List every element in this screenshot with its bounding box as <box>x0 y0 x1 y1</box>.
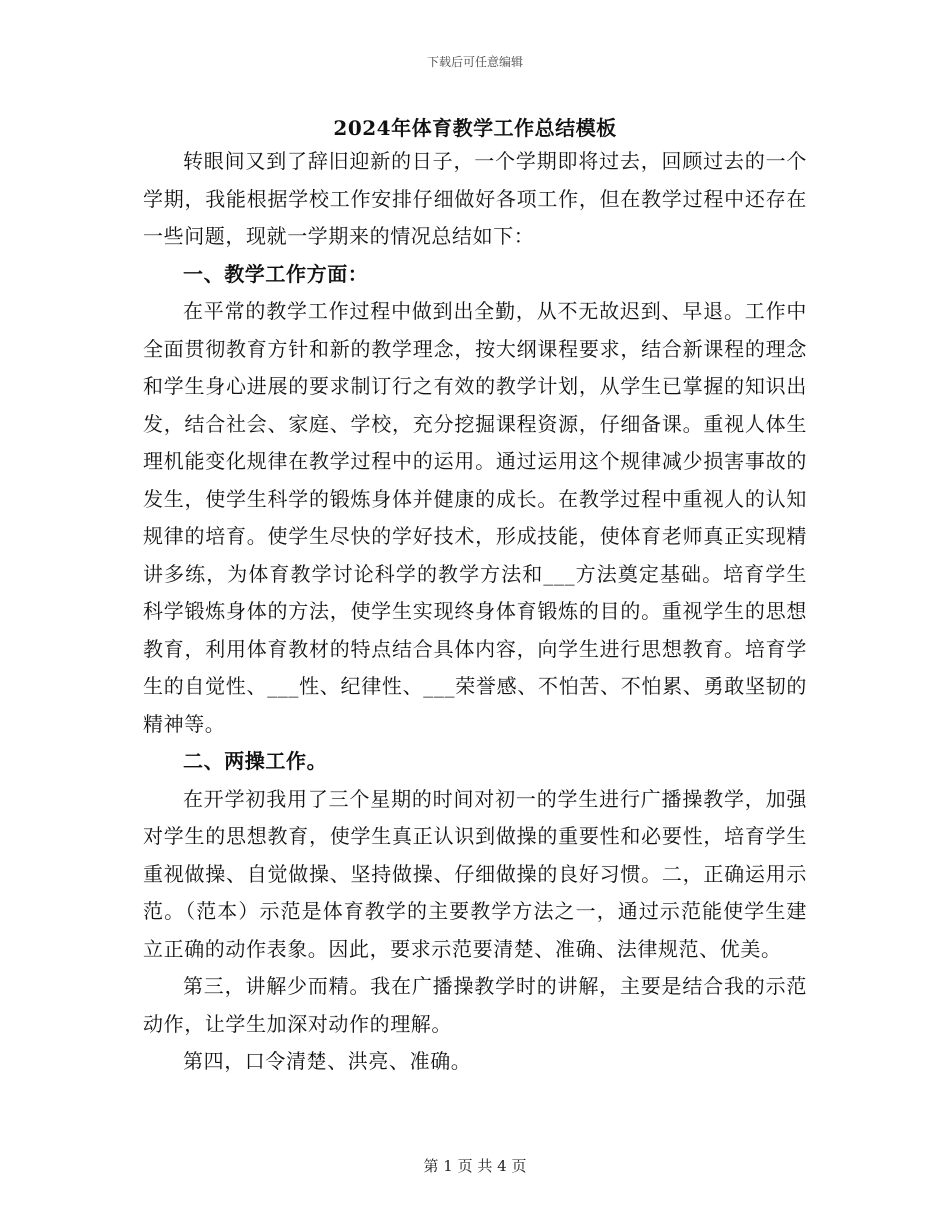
third-point-paragraph: 第三，讲解少而精。我在广播操教学时的讲解，主要是结合我的示范动作，让学生加深对动作的理解。 <box>143 974 807 1036</box>
page-header-note: 下载后可任意编辑 <box>426 55 523 69</box>
intro-paragraph: 转眼间又到了辞旧迎新的日子，一个学期即将过去，回顾过去的一个学期，我能根据学校工作安排仔细做好各项工作，但在教学过程中还存在一些问题，现就一学期来的情况总结如下： <box>143 149 807 248</box>
section-heading-exercises: 二、两操工作。 <box>183 749 328 773</box>
document-title: 2024年体育教学工作总结模板 <box>333 116 617 140</box>
page-footer-number: 第 1 页 共 4 页 <box>423 1157 527 1175</box>
teaching-paragraph: 在平常的教学工作过程中做到出全勤，从不无故迟到、早退。工作中全面贯彻教育方针和新的教学理念，按大纲课程要求，结合新课程的理念和学生身心进展的要求制订行之有效的教学计划，从学生已掌握的知识出发，结合社会、家庭、学校，充分挖掘课程资源，仔细备课。重视人体生理机能变化规律在教学过程中的运用。通过运用这个规律减少损害事故的发生，使学生科学的锻炼身体并健康的成长。在教学过程中重视人的认知规律的培育。使学生尽快的学好技术，形成技能，使体育老师真正实现精讲多练，为体育教学讨论科学的教学方法和___方法奠定基础。培育学生科学锻炼身体的方法，使学生实现终身体育锻炼的目的。重视学生的思想教育，利用体育教材的特点结合具体内容，向学生进行思想教育。培育学生的自觉性、___性、纪律性、___荣誉感、不怕苦、不怕累、勇敢坚韧的精神等。 <box>143 299 807 736</box>
fourth-point-paragraph: 第四，口令清楚、洪亮、准确。 <box>183 1049 472 1073</box>
section-heading-teaching: 一、教学工作方面： <box>183 261 369 286</box>
exercises-paragraph: 在开学初我用了三个星期的时间对初一的学生进行广播操教学，加强对学生的思想教育，使学生真正认识到做操的重要性和必要性，培育学生重视做操、自觉做操、坚持做操、仔细做操的良好习惯。二，正确运用示范。（范本）示范是体育教学的主要教学方法之一，通过示范能使学生建立正确的动作表象。因此，要求示范要清楚、准确、法律规范、优美。 <box>143 786 807 961</box>
document-body <box>143 143 807 1081</box>
